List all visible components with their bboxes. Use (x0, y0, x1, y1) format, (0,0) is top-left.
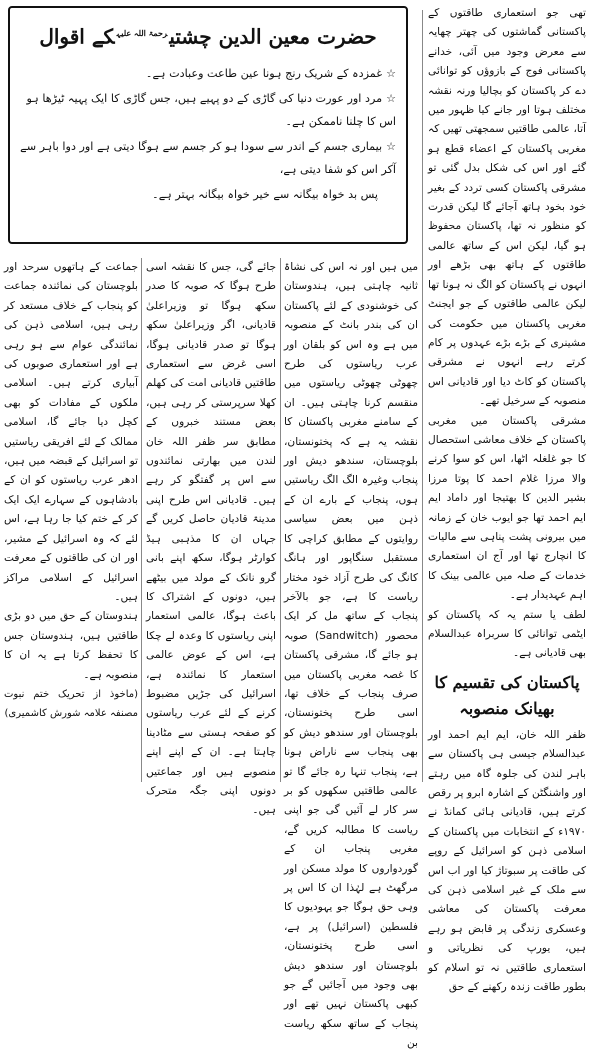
quote-box (8, 6, 408, 244)
column-divider (141, 258, 142, 782)
paragraph: جائے گی، جس کا نقشہ اسی طرح ہوگا کہ صوبہ کا صدر سکھ ہوگا تو وزیراعلیٰ قادیانی، اگر وزیراعلیٰ سکھ ہوگا تو صدر قادیانی ہوگا، اسی غرض سے استعماری طاقتیں قادیانی امت کی کھلم کھلا سرپرستی کر رہی ہیں، بعض مستند خبروں کے مطابق سر ظفر اللہ خان لندن میں بھارتی نمائندوں سے اس پر گفتگو کر رہے ہیں۔ قادیانی اس طرح اپنی مدینۃ قادیان حاصل کریں گے جہاں ان کا مذہبی ہیڈ کوارٹر ہوگا، سکھ اپنے بانی گرو نانک کے مولد میں بیٹھے ہیں، دونوں کے اشتراک کا باعث ہوگا، عالمی استعمار اپنی ریاستوں کا وعدہ لے چکا ہے، اس کے عوض عالمی استعمار کا نمائندہ ہے، اسرائیل کی جڑیں مضبوط کرنے کے لئے عرب ریاستوں کو صفحہ ہستی سے مٹادینا چاہتا ہے۔ ان کے اپنے اپنے منصوبے ہیں اور جماعتیں دونوں اپنی جگہ متحرک ہیں۔ (146, 261, 276, 817)
section-heading: پاکستان کی تقسیم کا بھیانک منصوبہ (434, 672, 580, 718)
column-divider (280, 258, 281, 782)
paragraph: لطف یا ستم یہ کہ پاکستان کو ایٹمی توانائی کا سربراہ عبدالسلام بھی قادیانی ہے۔ (428, 608, 586, 660)
article-column-middle-left (146, 258, 276, 821)
star-icon: ☆ (386, 91, 396, 105)
quote-item-continued: پس بد خواہ بیگانہ سے خیر خواہ بیگانہ بہتر ہے۔ (152, 187, 378, 201)
quote-box-title: حضرت معین الدین چشتی$^{رحمۃ اللہ علیہ}$کے اقوال (39, 24, 377, 49)
paragraph: مشرقی پاکستان میں مغربی پاکستان کے خلاف معاشی استحصال کا جو غلغلہ اٹھا، اس کو سوا کرنے والا مرزا غلام احمد کا پوتا مرزا بشیر الدین کا بھتیجا اور داماد ایم ایم احمد تھا جو ایوب خان کے زمانہ میں بیرونی پشت پناہی سے مالیات کا انچارج تھا اور آج ان استعماری خدمات کے صلہ میں عالمی بینک کا اہم عہدیدار ہے۔ (428, 414, 586, 602)
paragraph: میں ہیں اور نہ اس کی نشاۃ ثانیہ چاہتی ہیں، ہندوستان کی خوشنودی کے لئے پاکستان ان کی بندر بانٹ کے منصوبہ میں ہے وہ اس کو بلقان اور عرب ریاستوں کی طرح چھوٹی چھوٹی ریاستوں میں منقسم کرنا چاہتی ہیں۔ ان کے سامنے مغربی پاکستان کا نقشہ یہ ہے کہ پختونستان، بلوچستان، سندھو دیش اور پنجاب وغیرہ الگ الگ ریاستیں ہوں، پنجاب کے بارے ان کے ذہن میں بعض سیاسی روایتوں کے مطابق کراچی کا مستقبل سنگاپور اور ہانگ کانگ کی طرح آزاد خود مختار ریاست کا ہے، جو بالآخر پنجاب کے ساتھ مل کر ایک محصور (Sandwitch) صوبہ ہو جائے گا، مشرقی پاکستان کا غصہ مغربی پاکستان میں صرف پنجاب کے خلاف تھا، اسی طرح پختونستان، بلوچستان اور سندھو دیش کو بھی پنجاب سے ناراض ہونا ہے، پنجاب تنہا رہ جائے گا تو عالمی طاقتیں سکھوں کو بر سر کار لے آئیں گی جو اپنی ریاست کا مطالبہ کریں گے، مغربی پنجاب ان کے گوردواروں کا مولد مسکن اور مرگھٹ ہے لہٰذا ان کا اس پر وہی حق ہوگا جو یہودیوں کا فلسطین (اسرائیل) پر ہے، اسی طرح پختونستان، بلوچستان اور سندھو دیش بھی وجود میں آجائیں گے جو کبھی پاکستان نہیں تھے اور پنجاب کے ساتھ سکھ ریاست بن (284, 261, 418, 1050)
article-column-middle (284, 258, 418, 1054)
star-icon: ☆ (386, 139, 396, 153)
quote-item: ☆بیماری جسم کے اندر سے سودا ہو کر جسم سے ہوگا دیتی ہے اور دوا باہر سے آکر اس کو شفا دیتی ہے، (20, 139, 396, 176)
honorific-mark: رحمۃ اللہ علیہ (116, 28, 168, 38)
paragraph: تھی جو استعماری طاقتوں کے پاکستانی گماشتوں کی چھتر چھایہ سے معرض وجود میں آئی، خدانے پاکستانی فوج کے بازوؤں کو توانائی دے کر پاکستان کو بچالیا ورنہ نقشہ مختلف ہوتا اور جانے کیا ظہور میں آتا، عالمی طاقتیں سمجھتی تھیں کہ مغربی پاکستان کے اعضاء قطع ہو گئے اور اس کی شکل بدل گئی تو مشرقی پاکستان کسی تردد کے بغیر خود بخود ہاتھ آجائے گا لیکن قدرت کو منظور نہ تھا، پاکستان محفوظ ہو گیا، لیکن اس کے ساتھ عالمی طاقتوں کے ہاتھ بھی بڑھے اور انہوں نے پاکستان کو الگ نہ ہونا تھا لیکن عالمی طاقتوں کے جو ایجنٹ مغربی پاکستان میں حکومت کی مشینری کے بڑے بڑے عہدوں پر کام کرتے رہے انہوں نے مشرقی پاکستان کو کاٹ دیا اور قادیانی اس منصوبہ کے سرخیل تھے۔ (428, 7, 586, 408)
paragraph: جماعت کے ہاتھوں سرحد اور بلوچستان کی نمائندہ جماعت کو پنجاب کے خلاف مستعد کر رہی ہیں، اسلامی ذہن کی نمائندگی عوام سے ہو رہی ہے اور استعماری صوبوں کی آبیاری کرتے ہیں۔ اسلامی ملکوں کے مفادات کو بھی کچل دیا جائے گا، اسلامی ممالک کے لئے افریقی ریاستیں تو اسرائیل کے قبضہ میں ہیں، ادھر عرب ریاستوں کو ان کے بادشاہوں کے سہارے ایک ایک کر کے ختم کیا جا رہا ہے، اس لئے کہ وہ اسرائیل کے مشیر، اور ان کی طاقتوں کے معرفت اسرائیل کے اسلامی مراکز ہیں۔ (4, 261, 138, 603)
quote-item: ☆غمزدہ کے شریک رنج ہونا عین طاعت وعبادت ہے۔ (145, 66, 396, 80)
source-credit: (ماخوذ از تحریک ختم نبوت مصنفہ علامہ شورش کاشمیری) (4, 688, 138, 720)
quote-item: ☆مرد اور عورت دنیا کی گاڑی کے دو پہیے ہیں، جس گاڑی کا ایک پہیہ ٹیڑھا ہو اس کا چلنا ناممکن ہے۔ (26, 91, 396, 128)
star-icon: ☆ (386, 66, 396, 80)
article-column-right (428, 4, 586, 998)
column-divider (422, 10, 423, 782)
paragraph: ہندوستان کے حق میں دو بڑی طاقتیں ہیں، ہندوستان جس کا تحفظ کرتا ہے یہ ان کا منصوبہ ہے۔ (4, 610, 138, 681)
paragraph: ظفر اللہ خان، ایم ایم احمد اور عبدالسلام جیسی ہی پاکستان سے باہر لندن کی جلوہ گاہ میں رہتے اور واشنگٹن کے اشارہ ابرو پر رقص کرتے ہیں، قادیانی ہائی کمانڈ نے ۱۹۷۰ء کے انتخابات میں پاکستان کے اسلامی ذہن کو اسرائیل کے روپے کی طاقت پر سبوتاژ کیا اور اب اس سے ملک کے غیر اسلامی ذہن کی معرفت پاکستان کی معاشی وعسکری زندگی پر قابض ہو رہے ہیں، یورپ کی نظریاتی و استعماری طاقتیں نہ تو اسلام کو بطور طاقت زندہ رکھنے کے حق (428, 728, 586, 994)
article-column-left (4, 258, 138, 724)
latin-term: (Sandwitch) (315, 629, 379, 642)
